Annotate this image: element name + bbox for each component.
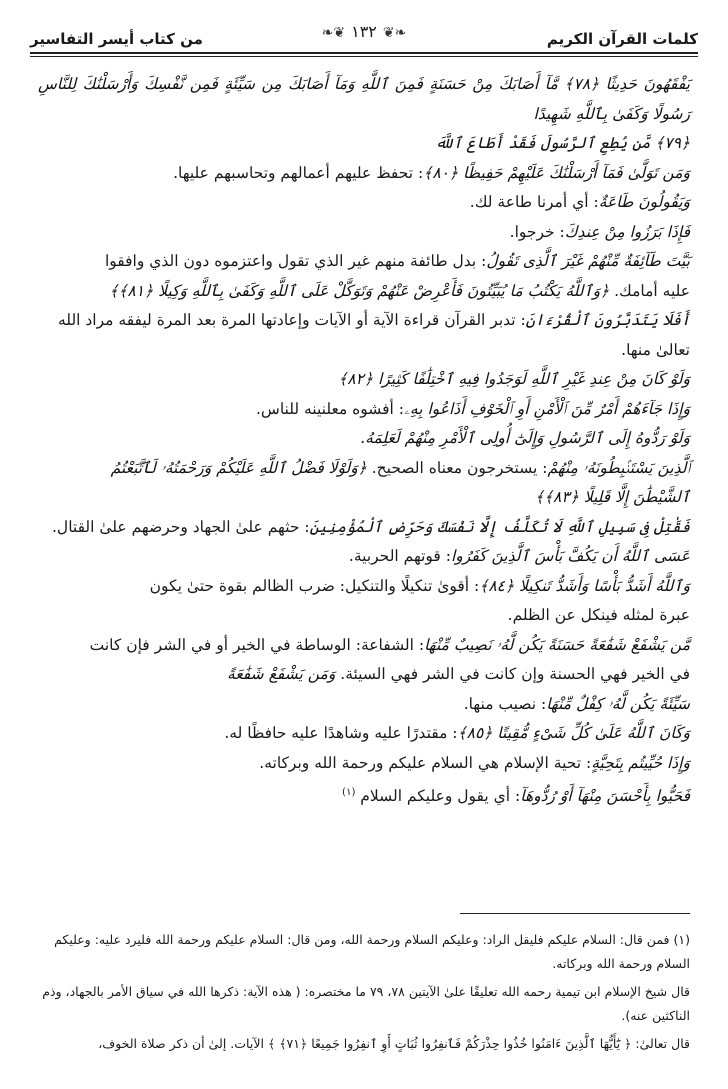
ornament-left-icon: ❧❦: [321, 25, 346, 41]
text-line: [38, 542, 690, 572]
text-line: [38, 572, 690, 602]
text-line: [38, 188, 690, 218]
text-line: [38, 336, 690, 366]
text-line: [38, 690, 690, 720]
quran-verse: وَيَقُولُونَ طَاعَةٌ: [598, 193, 690, 211]
page-number-banner: [316, 22, 413, 41]
quran-verse: فَقَٰتِلْ فِى سَبِيلِ ٱللَّهِ لَا تُكَلَّفُ إِلَّا نَفْسَكَ وَحَرِّضِ ٱلْمُؤْمِنِينَ: [309, 517, 690, 536]
footnote-marker: (١): [342, 787, 356, 798]
explanation-text: : أي يقول وعليكم السلام: [360, 787, 521, 806]
text-line: [38, 159, 690, 189]
explanation-text: : قوتهم الحربية.: [348, 547, 451, 565]
quran-verse: أَفَلَا يَتَدَبَّرُونَ ٱلْقُرْءَانَ: [525, 311, 690, 329]
explanation-text: في الخير فهي الحسنة وإن كانت في الشر فهي السيئة.: [340, 665, 690, 683]
footnote: (١) فمن قال: السلام عليكم فليقل الراد: وعليكم السلام ورحمة الله، ومن قال: السلام عليكم ورحمة الله فليرد عليه: وعليكم السلام ورحمة الله وبركاته.: [54, 932, 690, 971]
text-line: [38, 70, 690, 129]
explanation-text: : يستخرجون معناه الصحيح.: [371, 458, 548, 477]
quran-verse: وَٱللَّهُ أَشَدُّ بَأْسًا وَأَشَدُّ تَنكِيلًا ﴿٨٤﴾: [479, 576, 690, 595]
text-line: [38, 218, 690, 248]
quran-verse: يَفْقَهُونَ حَدِيثًا ﴿٧٨﴾ مَّآ أَصَابَكَ مِنْ حَسَنَةٍ فَمِنَ ٱللَّهِ وَمَآ أَصَابَكَ مِن سَيِّئَةٍ فَمِن نَّفْسِكَ وَأَرْسَلْنَٰكَ لِلنَّاسِ رَسُولًا وَكَفَىٰ بِٱللَّهِ شَهِيدًا: [38, 75, 690, 123]
explanation-text: : نصيب منها.: [463, 694, 547, 713]
text-line: [38, 277, 690, 307]
header-rule: [30, 52, 698, 54]
quran-verse: ٱلشَّيْطَٰنَ إِلَّا قَلِيلًا ﴿٨٣﴾﴾: [534, 488, 690, 506]
main-text: [38, 70, 690, 812]
text-line: [38, 513, 690, 543]
text-line: [38, 660, 690, 690]
text-line: [38, 601, 690, 631]
explanation-text: : أقوىٰ تنكيلًا والتنكيل: ضرب الظالم بقوة حتىٰ يكون: [149, 576, 480, 595]
book-title: كلمات القرآن الكريم: [546, 30, 698, 48]
quran-verse: وَلَوْ كَانَ مِنْ عِندِ غَيْرِ ٱللَّهِ لَوَجَدُوا فِيهِ ٱخْتِلَٰفًا كَثِيرًا ﴿٨٢﴾: [338, 370, 690, 388]
quran-verse: وَلَوْ رَدُّوهُ إِلَى ٱلرَّسُولِ وَإِلَىٰٓ أُولِى ٱلْأَمْرِ مِنْهُمْ لَعَلِمَهُ.: [360, 429, 690, 447]
quran-verse: مَّن يَشْفَعْ شَفَٰعَةً حَسَنَةً يَكُن لَّهُۥ نَصِيبٌ مِّنْهَا: [424, 635, 690, 654]
explanation-text: : مقتدرًا عليه وشاهدًا عليه حافظًا له.: [224, 724, 458, 742]
quran-verse: بَيَّتَ طَآئِفَةٌ مِّنْهُمْ غَيْرَ ٱلَّذِى تَقُولُ: [486, 252, 690, 270]
explanation-text: : بدل طائفة منهم غير الذي تقول واعتزموه دون الذي وافقوا: [104, 252, 487, 270]
text-line: [38, 719, 690, 749]
text-line: [38, 247, 690, 277]
quran-verse: عَسَى ٱللَّهُ أَن يَكُفَّ بَأْسَ ٱلَّذِينَ كَفَرُوا: [451, 547, 690, 565]
text-line: [38, 778, 690, 812]
source-title: من كتاب أيسر التفاسير: [30, 30, 203, 48]
quran-verse: وَمَن تَوَلَّىٰ فَمَآ أَرْسَلْنَٰكَ عَلَيْهِمْ حَفِيظًا ﴿٨٠﴾: [423, 163, 690, 182]
explanation-text: : أي أمرنا طاعة لك.: [469, 193, 599, 211]
footnote: قال تعالىٰ: ﴿ يَٰٓأَيُّهَا ٱلَّذِينَ ءَامَنُوا خُذُوا حِذْرَكُمْ فَٱنفِرُوا ثُبَاتٍ أَوِ ٱنفِرُوا جَمِيعًا ﴿٧١﴾ ﴾ الآيات. إلىٰ أن ذكر صلاة الخوف،: [98, 1036, 690, 1051]
page-header: [30, 22, 698, 62]
quran-verse: فَحَيُّوا بِأَحْسَنَ مِنْهَآ أَوْ رُدُّوهَآ: [520, 787, 690, 806]
explanation-text: : أفشوه معلنينه للناس.: [255, 399, 404, 418]
text-line: [38, 306, 690, 336]
quran-verse: ﴿٧٩﴾ مَّن يُطِعِ ٱلرَّسُولَ فَقَدْ أَطَاعَ ٱللَّهَ: [434, 134, 690, 152]
quran-verse: وَكَانَ ٱللَّهُ عَلَىٰ كُلِّ شَىْءٍ مُّقِيتًا ﴿٨٥﴾: [457, 724, 690, 742]
ornament-right-icon: ❦❧: [382, 25, 407, 41]
quran-verse: سَيِّئَةً يَكُن لَّهُۥ كِفْلٌ مِّنْهَا: [546, 694, 690, 713]
explanation-text: : تحية الإسلام هي السلام عليكم ورحمة الله وبركاته.: [259, 753, 592, 772]
quran-verse: ﴿وَلَوْلَا فَضْلُ ٱللَّهِ عَلَيْكُمْ وَرَحْمَتُهُۥ لَٱتَّبَعْتُمُ: [110, 458, 367, 477]
quran-verse: فَإِذَا بَرَزُوا مِنْ عِندِكَ: [564, 222, 690, 241]
page-number: ١٣٢: [351, 22, 377, 41]
text-line: [38, 631, 690, 661]
explanation-text: : حثهم علىٰ الجهاد وحرضهم علىٰ القتال.: [52, 517, 310, 536]
footnote-rule: [460, 913, 690, 914]
explanation-text: : تدبر القرآن قراءة الآية أو الآيات وإعادتها المرة بعد المرة ليفقه مراد الله: [58, 311, 526, 329]
quran-verse: وَإِذَا جَآءَهُمْ أَمْرٌ مِّنَ ٱلْأَمْنِ أَوِ ٱلْخَوْفِ أَذَاعُوا بِهِۦ: [404, 399, 690, 418]
quran-verse: ٱلَّذِينَ يَسْتَنۢبِطُونَهُۥ مِنْهُمْ: [547, 458, 690, 477]
explanation-text: : خرجوا.: [509, 222, 565, 241]
explanation-text: تعالىٰ منها.: [621, 340, 690, 359]
explanation-text: عبرة لمثله فينكل عن الظلم.: [507, 606, 690, 624]
footnote: قال شيخ الإسلام ابن تيمية رحمه الله تعليقًا علىٰ الآيتين ٧٨، ٧٩ ما مختصره: ( هذه الآية: ذكرها الله في سياق الأمر بالجهاد، وذم الناكثين عنه).: [42, 984, 690, 1023]
text-line: [38, 749, 690, 779]
quran-verse: وَمَن يَشْفَعْ شَفَٰعَةً: [227, 665, 336, 683]
text-line: [38, 395, 690, 425]
explanation-text: : تحفظ عليهم أعمالهم وتحاسبهم عليها.: [173, 163, 424, 182]
quran-verse: ﴿وَٱللَّهُ يَكْتُبُ مَا يُبَيِّتُونَ فَأَعْرِضْ عَنْهُمْ وَتَوَكَّلْ عَلَى ٱللَّهِ وَكَفَىٰ بِٱللَّهِ وَكِيلًا ﴿٨١﴾﴾: [109, 281, 610, 300]
footnotes: [38, 928, 690, 1060]
header-rule-thin: [30, 56, 698, 57]
text-line: [38, 129, 690, 159]
explanation-text: عليه أمامك.: [614, 281, 690, 300]
explanation-text: : الشفاعة: الوساطة في الخير أو في الشر فإن كانت: [89, 635, 425, 654]
text-line: [38, 483, 690, 513]
text-line: [38, 365, 690, 395]
text-line: [38, 424, 690, 454]
text-line: [38, 454, 690, 484]
quran-verse: وَإِذَا حُيِّيتُم بِتَحِيَّةٍ: [591, 753, 690, 772]
